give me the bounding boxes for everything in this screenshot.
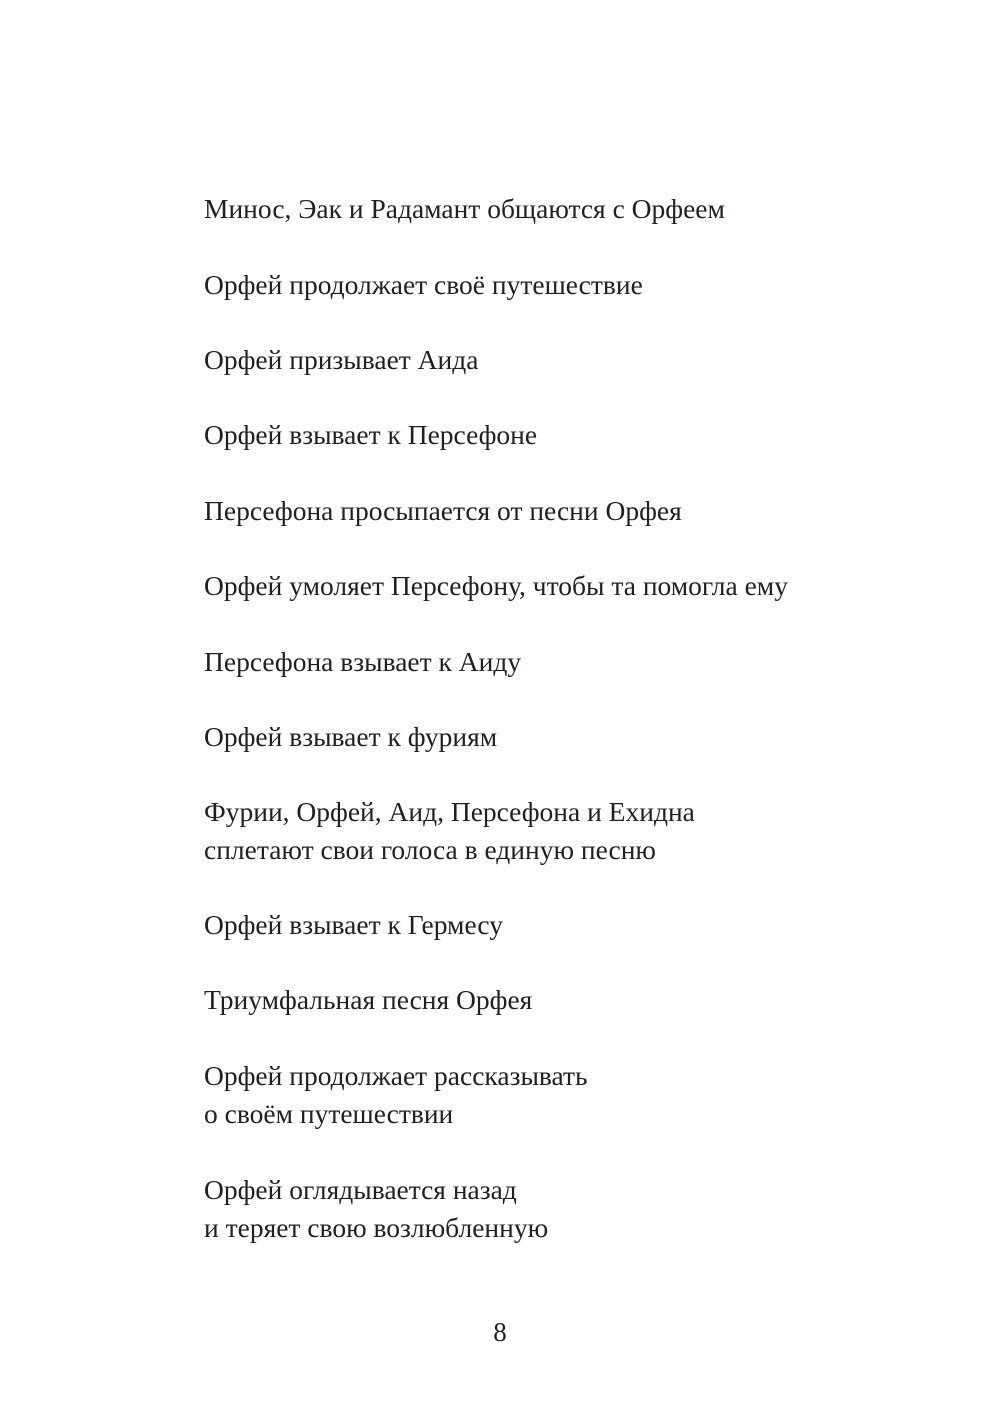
scene-entry [204, 1171, 924, 1247]
scene-entry [204, 1057, 924, 1133]
scene-line: Минос, Эак и Радамант общаются с Орфеем [204, 193, 725, 224]
scene-entry [204, 416, 924, 454]
scene-line: и теряет свою возлюбленную [204, 1212, 549, 1243]
scene-line: Орфей продолжает рассказывать [204, 1060, 588, 1091]
scene-entry [204, 793, 924, 869]
scene-line: Орфей взывает к Гермесу [204, 909, 503, 940]
scene-line: Орфей взывает к Персефоне [204, 419, 538, 450]
scene-line: Орфей оглядывается назад [204, 1174, 517, 1205]
scene-entry [204, 492, 924, 530]
scene-entry [204, 906, 924, 944]
scene-line: Триумфальная песня Орфея [204, 984, 533, 1015]
scene-entry [204, 190, 924, 228]
scene-entry [204, 341, 924, 379]
scene-line: Орфей продолжает своё путешествие [204, 269, 643, 300]
scene-entry [204, 981, 924, 1019]
scene-entry [204, 643, 924, 681]
page-number: 8 [493, 1317, 507, 1347]
scene-entry [204, 718, 924, 756]
scene-line: Персефона просыпается от песни Орфея [204, 495, 682, 526]
scene-line: Орфей призывает Аида [204, 344, 479, 375]
scene-line: Персефона взывает к Аиду [204, 646, 522, 677]
scene-list [204, 190, 924, 1247]
scene-entry [204, 567, 924, 605]
scene-line: о своём путешествии [204, 1098, 454, 1129]
scene-line: Фурии, Орфей, Аид, Персефона и Ехидна [204, 796, 695, 827]
scene-entry [204, 266, 924, 304]
scene-line: Орфей умоляет Персефону, чтобы та помогла ему [204, 570, 788, 601]
scene-line: сплетают свои голоса в единую песню [204, 834, 656, 865]
scene-line: Орфей взывает к фуриям [204, 721, 498, 752]
